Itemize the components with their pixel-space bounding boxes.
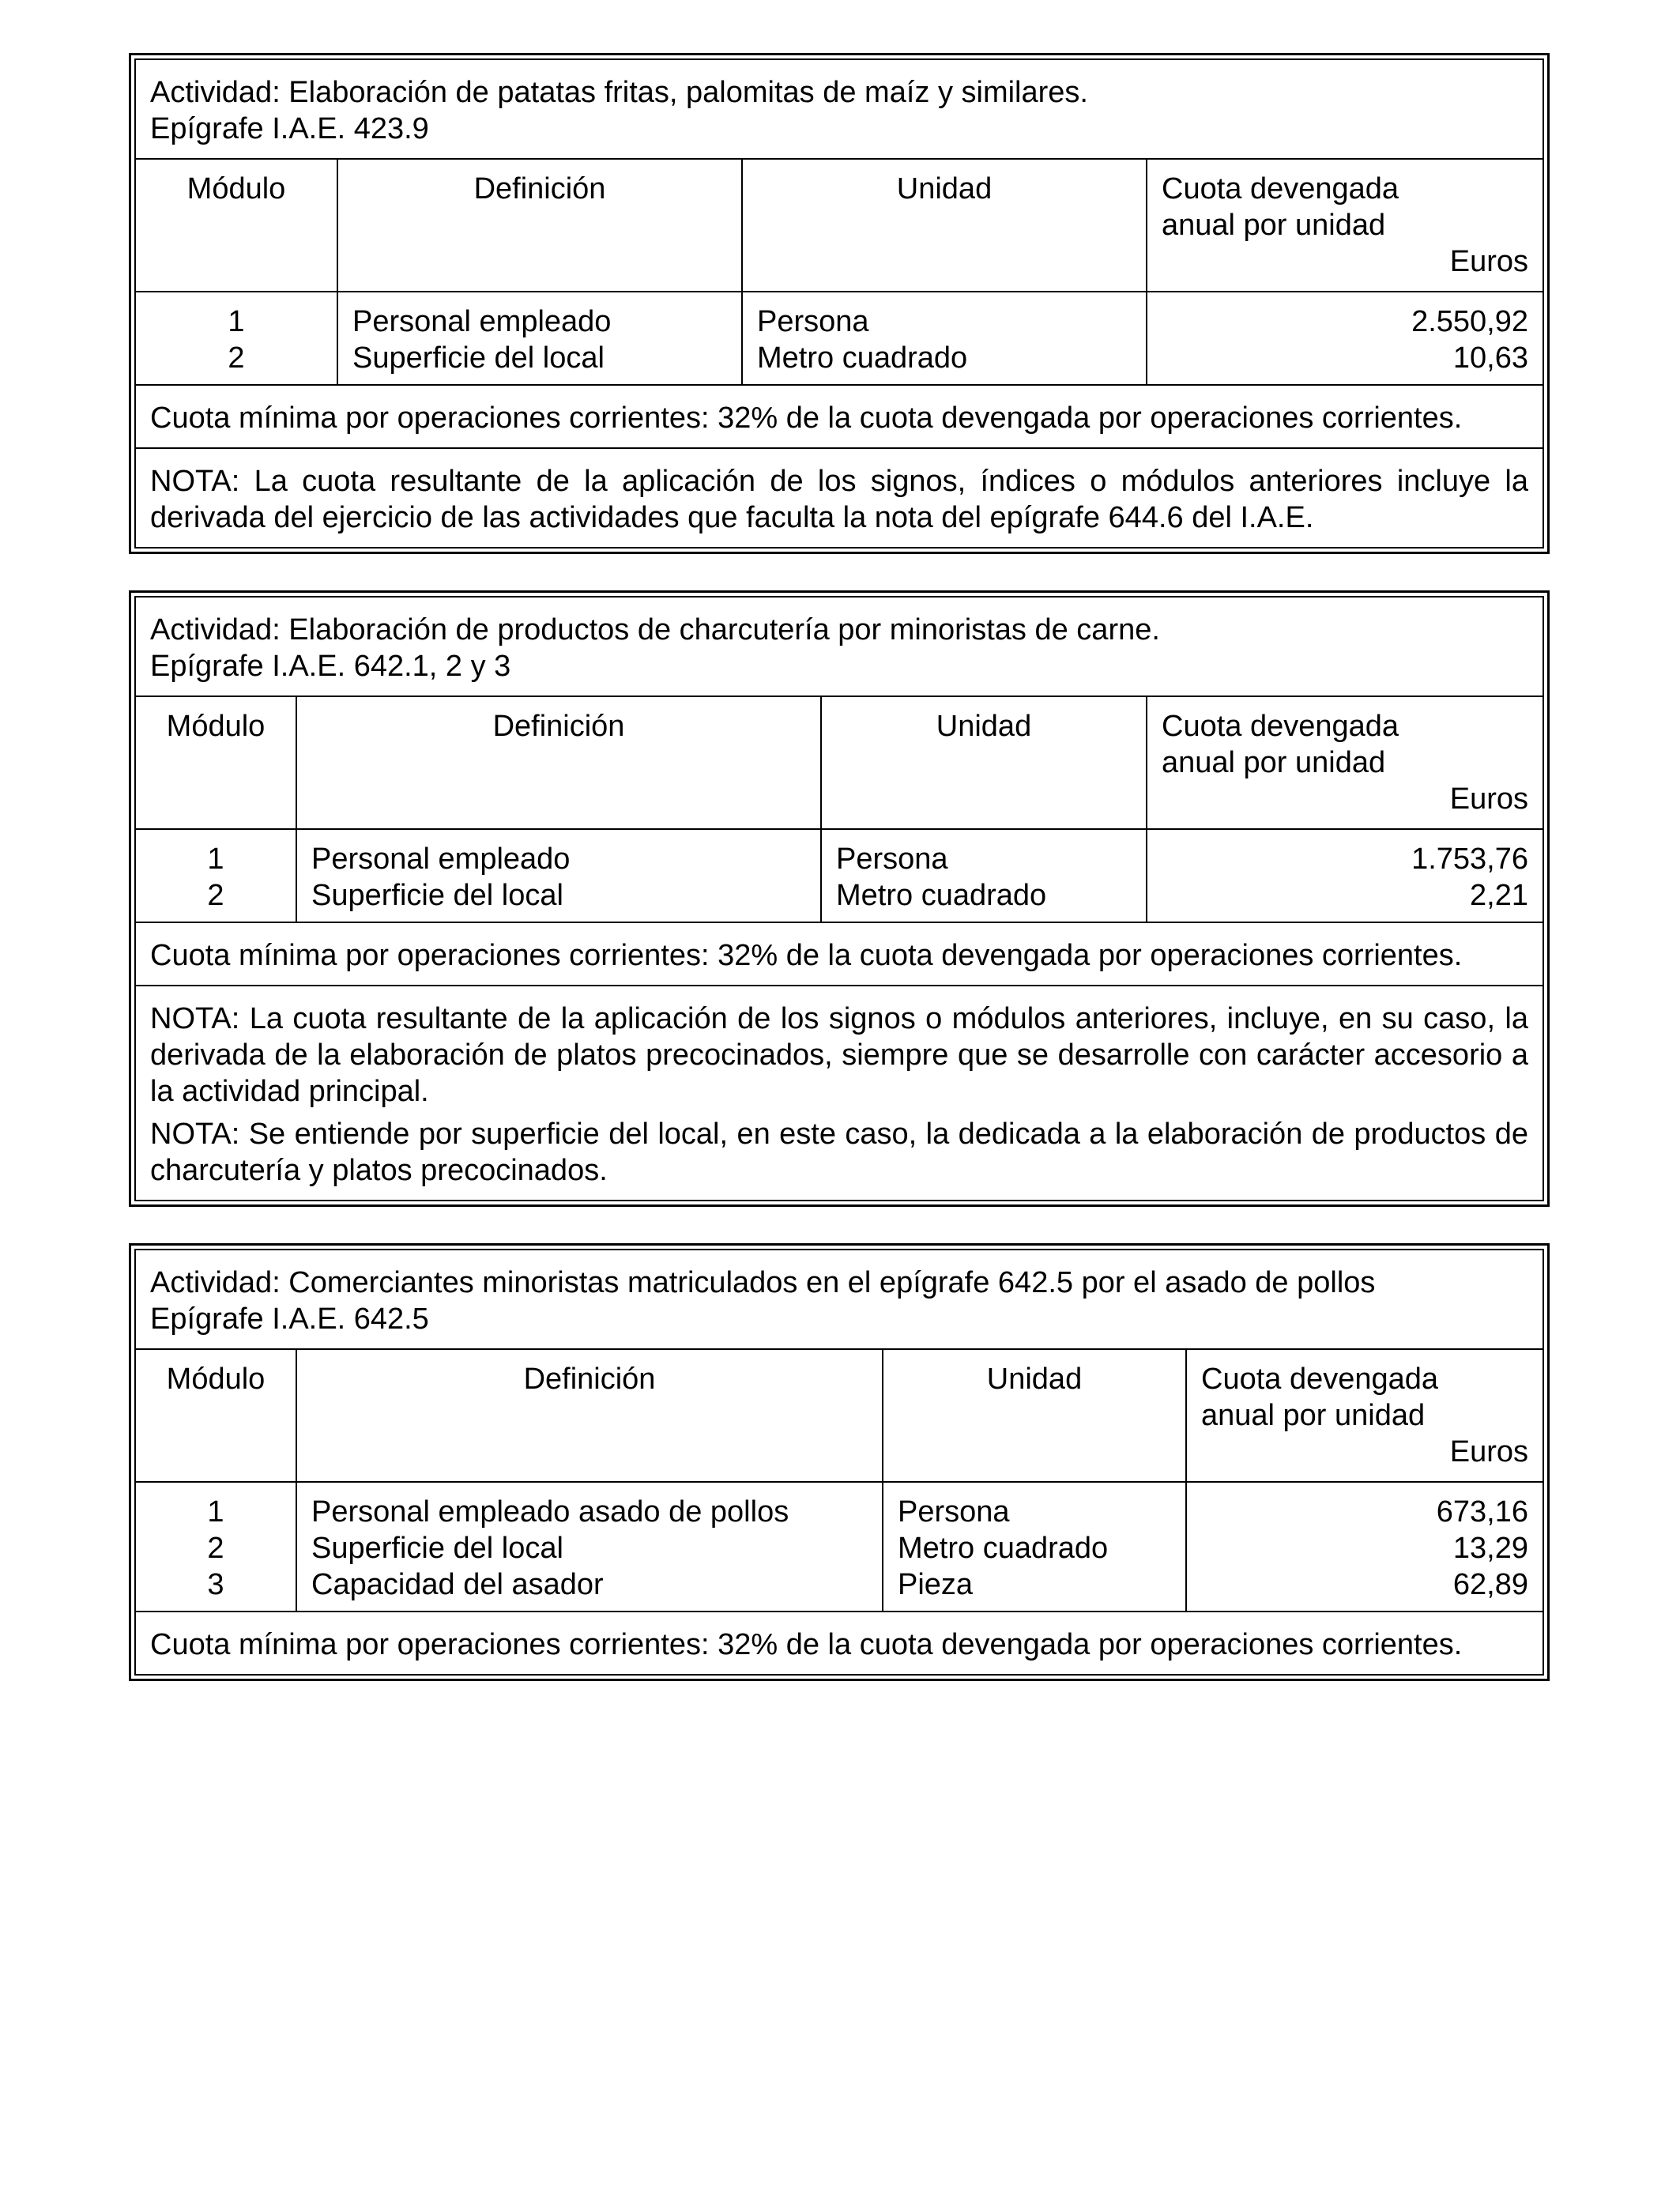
header-euros: Euros — [1449, 782, 1528, 816]
unidad-value: Metro cuadrado — [898, 1532, 1109, 1565]
module-table-inner — [134, 596, 1544, 1201]
header-cuota-line2: anual por unidad — [1162, 209, 1386, 242]
definicion-value: Personal empleado — [311, 843, 571, 876]
data-rows — [136, 828, 1543, 922]
header-euros: Euros — [1449, 1435, 1528, 1468]
cuota-value: 2.550,92 — [1411, 305, 1528, 338]
nota-block — [136, 986, 1543, 1200]
data-rows — [136, 1481, 1543, 1611]
modulo-number: 3 — [207, 1568, 224, 1601]
activity-title: Actividad: Elaboración de productos de charcutería por minoristas de carne. — [150, 613, 1160, 647]
activity-header — [136, 1250, 1389, 1348]
modulo-number: 1 — [207, 1495, 224, 1529]
header-definicion: Definición — [296, 697, 820, 828]
header-cuota — [1146, 697, 1543, 828]
definicion-column — [337, 292, 741, 384]
modulo-number: 2 — [228, 341, 245, 375]
header-modulo: Módulo — [166, 710, 266, 743]
unidad-value: Metro cuadrado — [757, 341, 968, 375]
module-table-3 — [129, 1243, 1550, 1681]
nota-text: NOTA: La cuota resultante de la aplicación de los signos o módulos anteriores, incluye, en su caso, la derivada de la elaboración de platos precocinados, siempre que se desarrolle con carácter accesorio a la actividad principal. — [150, 1002, 1528, 1108]
epigrafe-label: Epígrafe I.A.E. 642.5 — [150, 1302, 429, 1336]
header-cuota-line1: Cuota devengada — [1162, 172, 1399, 205]
definicion-value: Capacidad del asador — [311, 1568, 604, 1601]
modulo-number: 1 — [207, 843, 224, 876]
unidad-value: Metro cuadrado — [836, 879, 1047, 912]
cuota-column — [1185, 1483, 1543, 1611]
unidad-column — [820, 830, 1146, 922]
modulo-column — [136, 1483, 296, 1611]
cuota-minima: Cuota mínima por operaciones corrientes: 32% de la cuota devengada por operaciones corrientes. — [150, 939, 1463, 972]
header-cuota — [1146, 160, 1543, 291]
header-definicion: Definición — [337, 160, 741, 291]
definicion-value: Superficie del local — [311, 1532, 563, 1565]
column-header-row — [136, 696, 1543, 828]
cuota-minima: Cuota mínima por operaciones corrientes: 32% de la cuota devengada por operaciones corrientes. — [150, 401, 1463, 435]
definicion-value: Superficie del local — [311, 879, 563, 912]
activity-header — [136, 598, 1174, 696]
module-table-2 — [129, 590, 1550, 1207]
module-table-1 — [129, 53, 1550, 554]
column-header-row — [136, 158, 1543, 291]
definicion-value: Personal empleado asado de pollos — [311, 1495, 789, 1529]
nota-text: NOTA: Se entiende por superficie del local, en este caso, la dedicada a la elaboración de productos de charcutería y platos precocinados. — [150, 1118, 1528, 1187]
column-header-row — [136, 1348, 1543, 1481]
modulo-column — [136, 292, 337, 384]
header-cuota-line1: Cuota devengada — [1162, 710, 1399, 743]
epigrafe-label: Epígrafe I.A.E. 642.1, 2 y 3 — [150, 650, 511, 683]
cuota-value: 1.753,76 — [1411, 843, 1528, 876]
modulo-number: 2 — [207, 1532, 224, 1565]
unidad-value: Pieza — [898, 1568, 974, 1601]
definicion-value: Superficie del local — [352, 341, 605, 375]
header-unidad: Unidad — [882, 1350, 1185, 1481]
header-definicion: Definición — [296, 1350, 882, 1481]
module-table-inner — [134, 1249, 1544, 1676]
cuota-value: 673,16 — [1436, 1495, 1528, 1529]
activity-title: Actividad: Comerciantes minoristas matriculados en el epígrafe 642.5 por el asado de pollos — [150, 1266, 1376, 1299]
header-unidad: Unidad — [820, 697, 1146, 828]
nota-block — [136, 449, 1543, 547]
modulo-column — [136, 830, 296, 922]
unidad-value: Persona — [757, 305, 869, 338]
header-modulo: Módulo — [166, 1363, 266, 1396]
header-unidad: Unidad — [741, 160, 1146, 291]
definicion-value: Personal empleado — [352, 305, 612, 338]
definicion-column — [296, 830, 820, 922]
header-euros: Euros — [1449, 245, 1528, 278]
nota-text: NOTA: La cuota resultante de la aplicación de los signos, índices o módulos anteriores incluye la derivada del ejercicio de las actividades que faculta la nota del epígrafe 644.6 del I.A.E. — [150, 465, 1528, 534]
unidad-column — [741, 292, 1146, 384]
activity-header — [136, 60, 1102, 158]
header-cuota-line1: Cuota devengada — [1201, 1363, 1439, 1396]
cuota-value: 2,21 — [1470, 879, 1528, 912]
header-cuota — [1185, 1350, 1543, 1481]
header-cuota-line2: anual por unidad — [1162, 746, 1386, 779]
unidad-value: Persona — [836, 843, 948, 876]
modulo-number: 2 — [207, 879, 224, 912]
cuota-value: 13,29 — [1452, 1532, 1528, 1565]
modulo-number: 1 — [228, 305, 245, 338]
header-modulo: Módulo — [186, 172, 286, 205]
cuota-minima: Cuota mínima por operaciones corrientes: 32% de la cuota devengada por operaciones corrientes. — [150, 1628, 1463, 1661]
epigrafe-label: Epígrafe I.A.E. 423.9 — [150, 112, 429, 145]
cuota-value: 62,89 — [1452, 1568, 1528, 1601]
module-table-inner — [134, 58, 1544, 548]
header-cuota-line2: anual por unidad — [1201, 1399, 1426, 1432]
unidad-value: Persona — [898, 1495, 1010, 1529]
cuota-column — [1146, 292, 1543, 384]
cuota-value: 10,63 — [1452, 341, 1528, 375]
data-rows — [136, 291, 1543, 384]
definicion-column — [296, 1483, 882, 1611]
activity-title: Actividad: Elaboración de patatas fritas, palomitas de maíz y similares. — [150, 76, 1088, 109]
cuota-column — [1146, 830, 1543, 922]
unidad-column — [882, 1483, 1185, 1611]
